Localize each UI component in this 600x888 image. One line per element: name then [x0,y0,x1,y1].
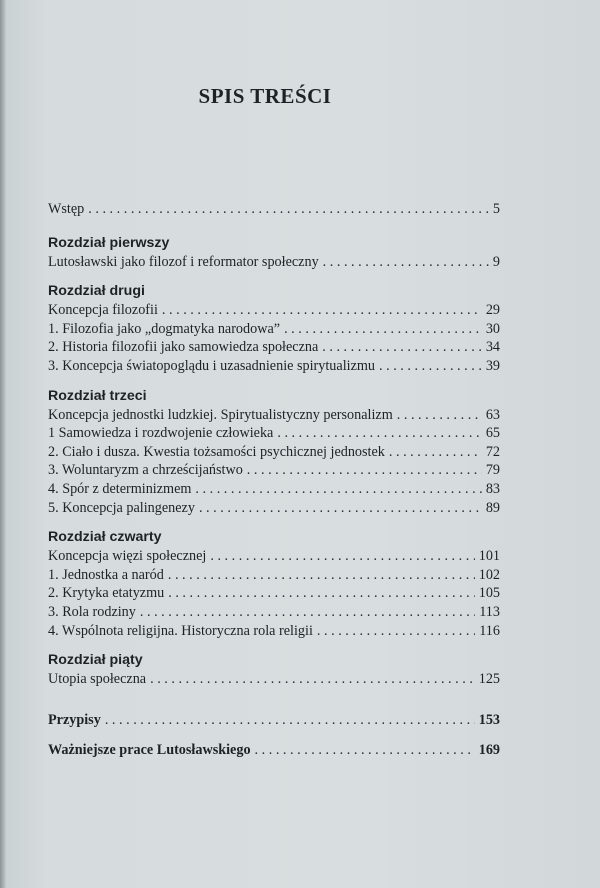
toc-entry-title: 3. Rola rodziny [48,603,136,620]
chapter-section-3 [48,386,500,518]
chapter-heading: Rozdział drugi [48,283,145,300]
toc-leader-dots [199,499,482,518]
toc-page-number: 34 [485,339,500,356]
toc-entry-title: 2. Ciało i dusza. Kwestia tożsamości psychicznej jednostek [48,443,385,460]
toc-leader-dots [247,461,482,480]
toc-leader-dots [168,584,474,603]
toc-leader-dots [168,566,475,585]
toc-leader-dots [397,406,482,425]
toc-entry-intro[interactable] [48,200,500,219]
toc-entry[interactable] [48,253,500,272]
toc-entry[interactable] [48,443,500,462]
toc-page-number: 5 [492,201,500,217]
toc-entry[interactable] [48,480,500,499]
toc-entry[interactable] [48,566,500,585]
toc-entry-title: 4. Wspólnota religijna. Historyczna rola religii [48,622,313,639]
toc-entry[interactable] [48,338,500,357]
toc-leader-dots [210,547,474,566]
toc-leader-dots [195,480,481,499]
toc-entry-notes[interactable] [48,711,500,730]
toc-entry-title: 3. Koncepcja światopoglądu i uzasadnienie spirytualizmu [48,357,376,374]
toc-page-number: 105 [478,585,500,602]
toc-entry[interactable] [48,357,500,376]
toc-leader-dots [277,424,481,443]
toc-entry[interactable] [48,670,500,689]
toc-entry-title: Lutosławski jako filozof i reformator społeczny [48,253,319,270]
toc-page-number: 65 [485,425,500,442]
toc-entry-title: Koncepcja więzi społecznej [48,548,207,565]
toc-entry[interactable] [48,406,500,425]
toc-leader-dots [389,443,482,462]
toc-page-number: 9 [492,253,500,270]
toc-page-number: 116 [479,622,500,639]
chapter-section-2 [48,281,500,375]
toc-entry-title: Ważniejsze prace Lutosławskiego [48,742,251,759]
toc-leader-dots [322,338,482,357]
toc-page-number: 72 [485,443,500,460]
toc-entry-title: 1. Jednostka a naród [48,566,164,583]
chapter-section-4 [48,527,500,640]
toc-page-number: 125 [478,671,500,688]
toc-leader-dots [140,603,475,622]
page-spine-shadow [0,0,6,888]
toc-entry-title: 2. Historia filozofii jako samowiedza społeczna [48,339,319,356]
toc-leader-dots [162,301,482,320]
toc-leader-dots [379,357,482,376]
toc-page-number: 169 [478,742,500,759]
toc-entry-title: Utopia społeczna [48,671,147,688]
toc-page-number: 113 [479,603,500,620]
toc-leader-dots [150,670,475,689]
toc-page-number: 153 [478,711,500,728]
toc-page-number: 101 [478,548,500,565]
toc-entry[interactable] [48,603,500,622]
chapter-section-5 [48,650,500,689]
table-of-contents [48,200,500,760]
chapter-heading: Rozdział piąty [48,652,143,669]
toc-entry[interactable] [48,301,500,320]
toc-entry-title: Wstęp [48,201,85,217]
toc-entry[interactable] [48,499,500,518]
toc-page-number: 79 [485,462,500,479]
toc-leader-dots [105,711,475,730]
toc-leader-dots [88,200,489,219]
toc-leader-dots [284,320,482,339]
toc-entry-title: 1. Filozofia jako „dogmatyka narodowa” [48,320,281,337]
toc-leader-dots [317,622,475,641]
toc-entry[interactable] [48,424,500,443]
toc-entry-title: 5. Koncepcja palingenezy [48,499,195,516]
toc-entry-title: Koncepcja jednostki ludzkiej. Spirytualistyczny personalizm [48,406,393,423]
chapter-heading: Rozdział pierwszy [48,234,170,251]
toc-leader-dots [323,253,489,272]
toc-entry-title: 3. Woluntaryzm a chrześcijaństwo [48,462,243,479]
toc-entry-title: 2. Krytyka etatyzmu [48,585,165,602]
toc-page-number: 29 [485,302,500,319]
toc-entry-title: Przypisy [48,711,101,728]
toc-entry[interactable] [48,622,500,641]
toc-entry[interactable] [48,547,500,566]
toc-entry[interactable] [48,320,500,339]
toc-entry-title: 4. Spór z determinizmem [48,480,192,497]
toc-entry[interactable] [48,584,500,603]
toc-leader-dots [255,741,475,760]
toc-page-number: 89 [485,499,500,516]
toc-page-number: 30 [485,320,500,337]
toc-page-number: 102 [478,566,500,583]
toc-entry-title: 1 Samowiedza i rozdwojenie człowieka [48,425,274,442]
chapter-heading: Rozdział trzeci [48,387,147,404]
page-title: SPIS TREŚCI [198,84,332,108]
chapter-heading: Rozdział czwarty [48,529,162,546]
toc-page-number: 83 [485,480,500,497]
chapter-section-1 [48,233,500,272]
toc-entry-works[interactable] [48,741,500,760]
toc-entry-title: Koncepcja filozofii [48,302,158,319]
toc-page-number: 63 [485,406,500,423]
toc-entry[interactable] [48,461,500,480]
toc-page-number: 39 [485,357,500,374]
